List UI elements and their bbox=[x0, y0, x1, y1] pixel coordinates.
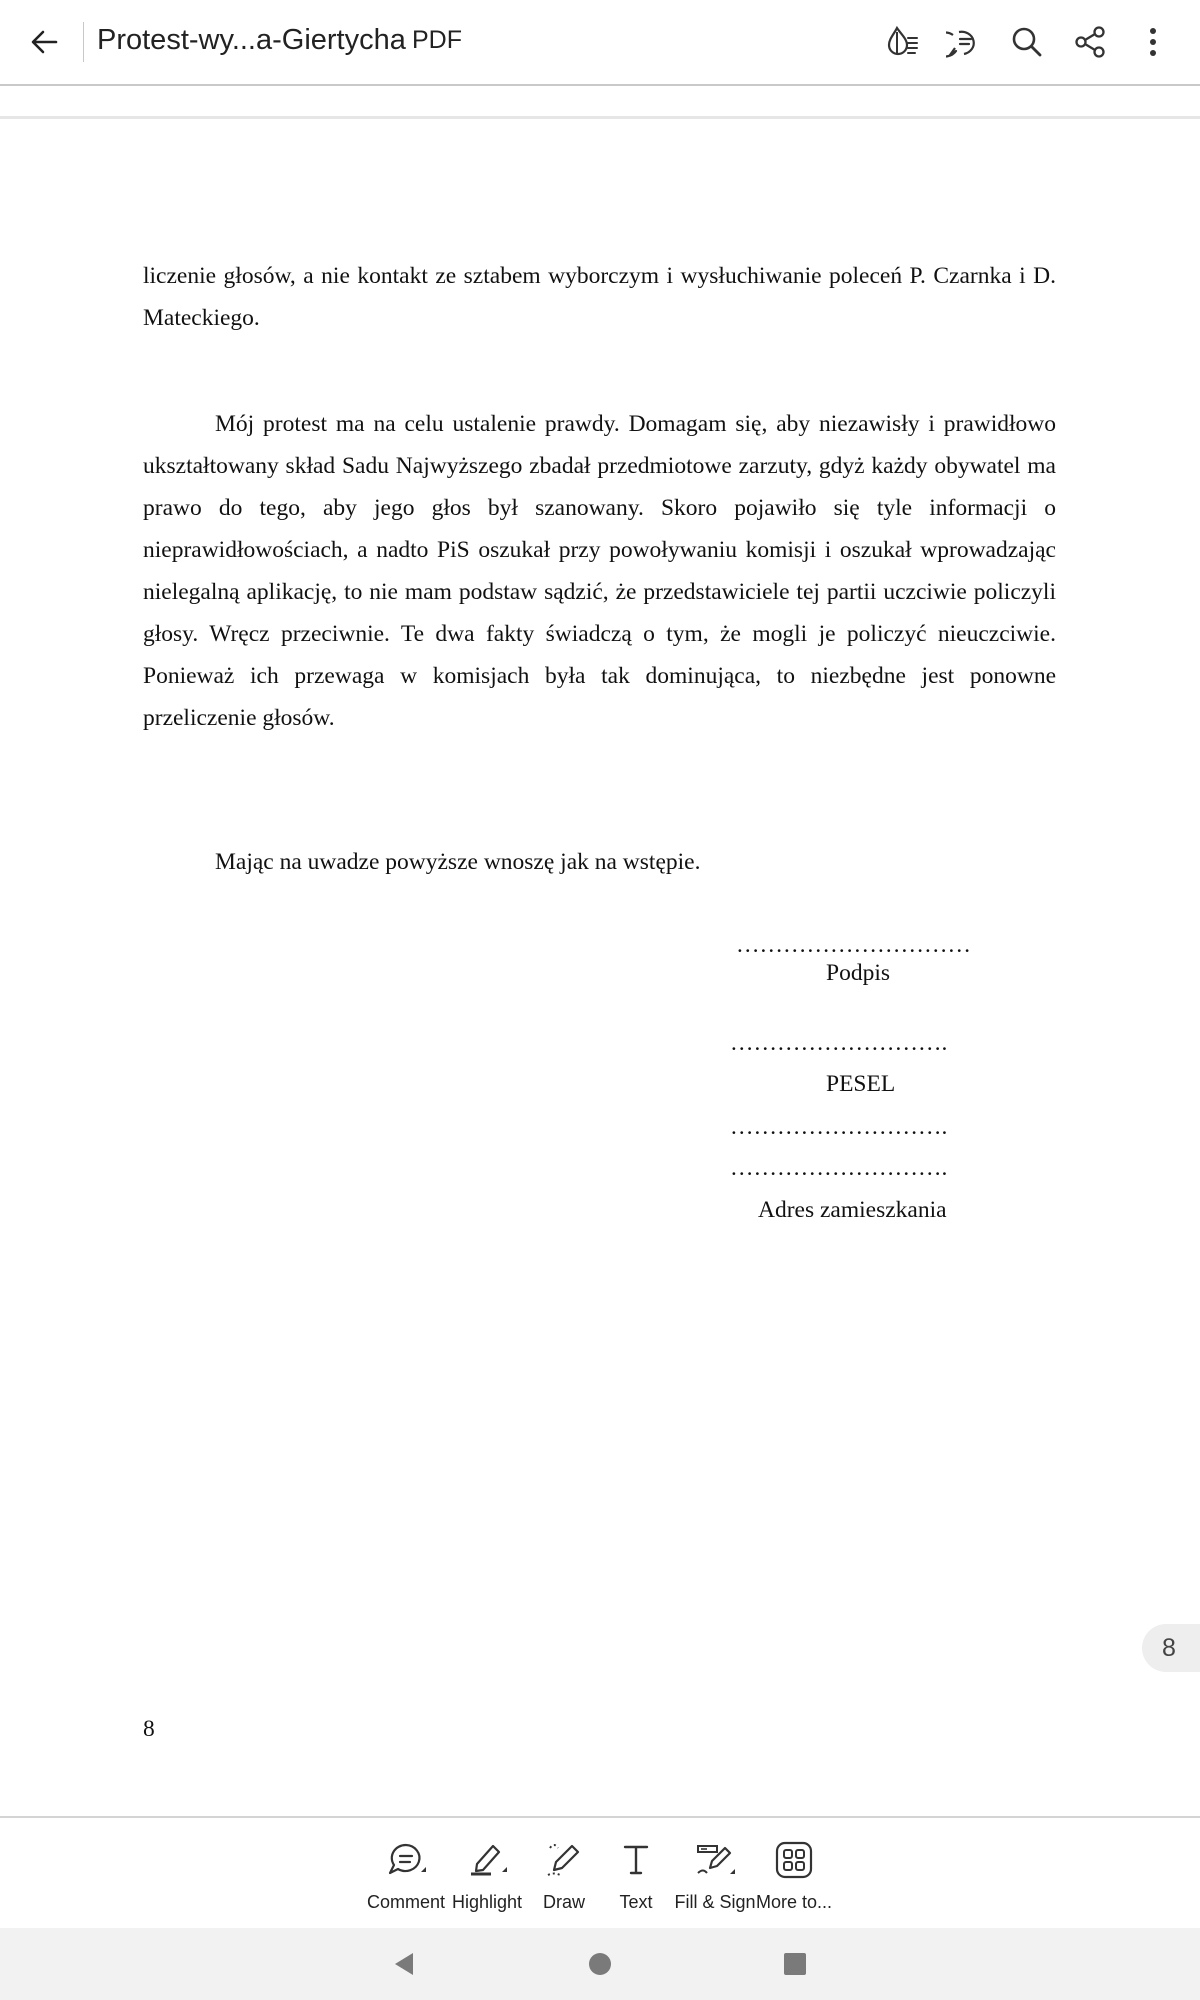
pdf-page bbox=[0, 120, 1200, 1818]
signature-dots-line: ………………………… bbox=[736, 932, 971, 958]
document-paragraph-1: liczenie głosów, a nie kontakt ze sztabem wyborczym i wysłuchiwanie poleceń P. Czarnka i D. Mateckiego. bbox=[143, 263, 1056, 331]
document-type-label: PDF bbox=[412, 26, 462, 54]
document-paragraph-2: Mój protest ma na celu ustalenie prawdy. Domagam się, aby niezawisły i prawidłowo ukształtowany skład Sadu Najwyższego zbadał przedmiotowe zarzuty, gdyż każdy obywatel ma prawo do tego, aby jego głos był szanowany. Skoro pojawiło się tyle informacji o nieprawidłowościach, a nadto PiS oszukał przy powoływaniu komisji i oszukał wprowadzając nielegalną aplikację, to nie mam podstaw sądzić, że przedstawiciele tej partii uczciwie policzyli głosy. Wręcz przeciwnie. Te dwa fakty świadczą o tym, że mogli je policzyć nieuczciwie. Ponieważ ich przewaga w komisjach była tak dominująca, to niezbędne jest ponowne przeliczenie głosów. bbox=[143, 411, 1056, 731]
comment-tool-label: Comment bbox=[366, 1892, 446, 1912]
address-dots-line-2: ………………………. bbox=[730, 1155, 948, 1181]
draw-tool-label: Draw bbox=[542, 1892, 585, 1912]
page-indicator-badge[interactable]: 8 bbox=[1142, 1624, 1200, 1672]
text-icon bbox=[616, 1840, 656, 1880]
search-button[interactable] bbox=[1003, 18, 1051, 66]
nav-back-button[interactable] bbox=[380, 1940, 428, 1988]
document-title: Protest-wy...a-Giertycha bbox=[97, 24, 406, 56]
nav-recents-button[interactable] bbox=[771, 1940, 819, 1988]
search-icon bbox=[1010, 25, 1044, 59]
share-button[interactable] bbox=[1066, 18, 1114, 66]
more-tools-label: More to... bbox=[755, 1892, 833, 1912]
more-tools-icon bbox=[774, 1840, 814, 1880]
nav-recents-icon bbox=[782, 1951, 808, 1977]
header-shadow-line bbox=[0, 116, 1200, 119]
document-paragraph-3: Mając na uwadze powyższe wnoszę jak na wstępie. bbox=[215, 849, 701, 875]
nav-back-icon bbox=[391, 1951, 417, 1977]
arrow-left-icon bbox=[29, 27, 59, 57]
fill-sign-icon bbox=[695, 1840, 735, 1880]
more-tools-button[interactable] bbox=[746, 1818, 842, 1930]
title-divider bbox=[83, 22, 84, 62]
pesel-label: PESEL bbox=[826, 1071, 896, 1097]
top-app-bar bbox=[0, 0, 1200, 86]
comments-list-icon bbox=[946, 24, 982, 60]
page-number: 8 bbox=[143, 1716, 155, 1742]
liquid-mode-button[interactable] bbox=[878, 18, 926, 66]
text-tool-label: Text bbox=[619, 1892, 653, 1912]
comment-icon bbox=[386, 1840, 426, 1880]
highlight-tool-label: Highlight bbox=[451, 1892, 523, 1912]
draw-icon bbox=[544, 1840, 584, 1880]
address-label: Adres zamieszkania bbox=[758, 1197, 947, 1223]
bottom-toolbar bbox=[0, 1816, 1200, 1930]
liquid-mode-icon bbox=[884, 24, 920, 60]
more-vertical-icon bbox=[1148, 26, 1158, 58]
back-button[interactable] bbox=[20, 18, 68, 66]
nav-home-button[interactable] bbox=[576, 1940, 624, 1988]
highlight-icon bbox=[467, 1840, 507, 1880]
signature-label: Podpis bbox=[826, 960, 890, 986]
share-icon bbox=[1073, 25, 1107, 59]
fill-sign-tool-label: Fill & Sign bbox=[674, 1892, 756, 1912]
nav-home-icon bbox=[587, 1951, 613, 1977]
address-dots-line-1: ………………………. bbox=[730, 1114, 948, 1140]
system-navigation-bar bbox=[0, 1928, 1200, 2000]
more-options-button[interactable] bbox=[1129, 18, 1177, 66]
pesel-dots-line: ………………………. bbox=[730, 1030, 948, 1056]
comments-list-button[interactable] bbox=[940, 18, 988, 66]
